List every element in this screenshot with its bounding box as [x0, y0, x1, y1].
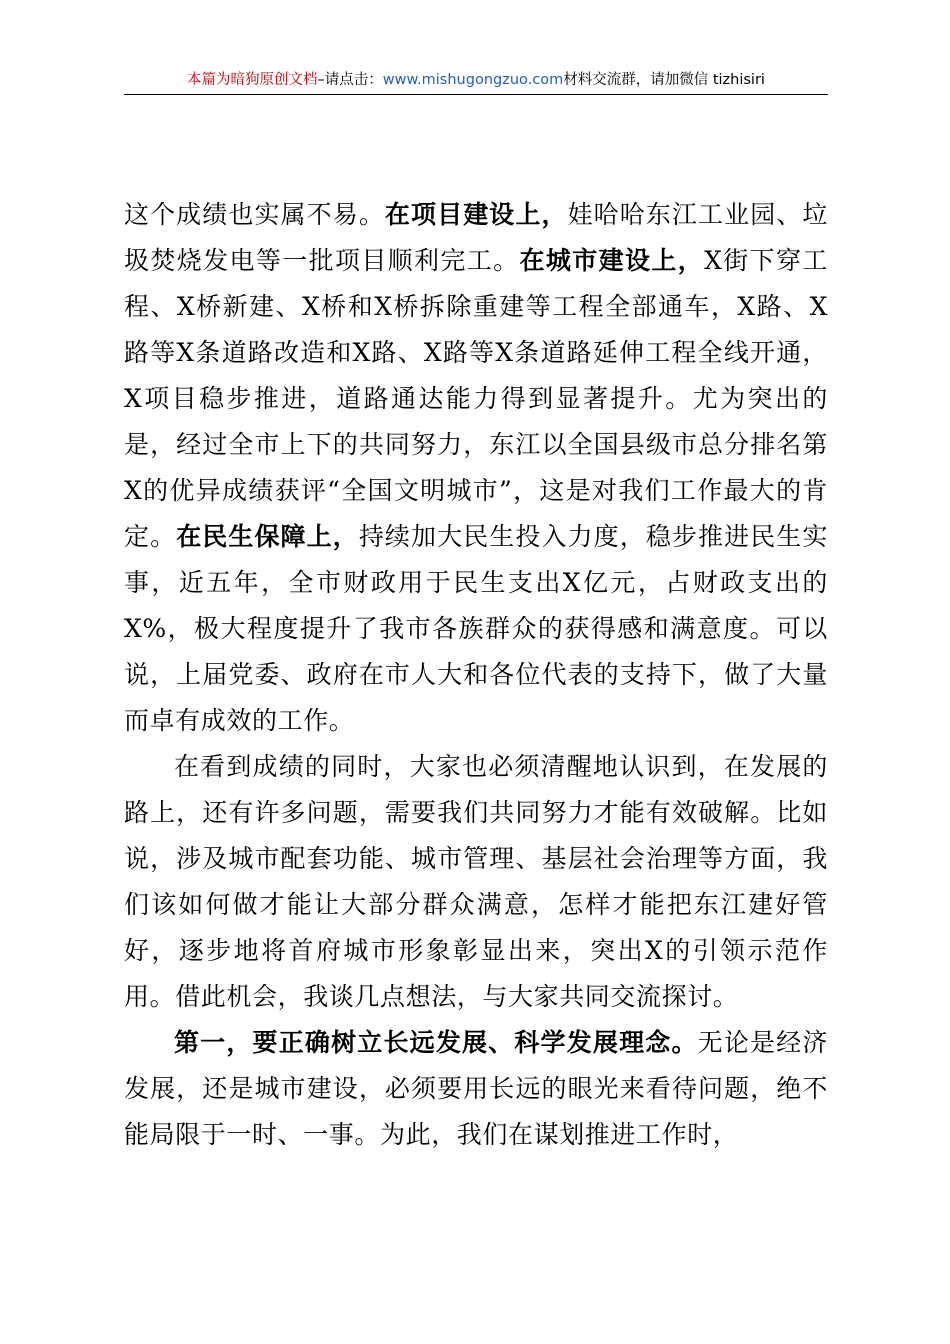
paragraph-1: [124, 192, 828, 744]
bold-heading: 第一，要正确树立长远发展、科学发展理念。: [174, 1028, 698, 1057]
bold-heading: 在城市建设上，: [519, 246, 705, 275]
document-body: [124, 192, 828, 1158]
header-brand: 本篇为暗狗原创文档: [187, 72, 318, 88]
header-contact: 材料交流群，请加微信 tizhisiri: [563, 72, 765, 88]
paragraph-2: [124, 744, 828, 1020]
bold-heading: 在项目建设上，: [384, 200, 568, 229]
text-run: 这个成绩也实属不易。: [124, 200, 385, 229]
page-header: [124, 66, 828, 95]
header-link[interactable]: www.mishugongzuo.com: [382, 72, 564, 88]
header-prompt: –请点击：: [317, 72, 383, 88]
text-run: 娃哈哈东江工业园、垃圾焚烧发电等一批项目顺利完工。: [124, 200, 828, 275]
bold-heading: 在民生保障上，: [176, 522, 359, 551]
paragraph-3: [124, 1020, 828, 1158]
text-run: X街下穿工程、X桥新建、X桥和X桥拆除重建等工程全部通车，X路、X路等X条道路改造和X路、X路等X条道路延伸工程全线开通，X项目稳步推进，道路通达能力得到显著提升。尤为突出的是，经过全市上下的共同努力，东江以全国县级市总分排名第X的优异成绩获评“全国文明城市”，这是对我们工作最大的肯定。: [124, 246, 828, 551]
text-run: 在看到成绩的同时，大家也必须清醒地认识到，在发展的路上，还有许多问题，需要我们共同努力才能有效破解。比如说，涉及城市配套功能、城市管理、基层社会治理等方面，我们该如何做才能让大部分群众满意，怎样才能把东江建好管好，逐步地将首府城市形象彰显出来，突出X的引领示范作用。借此机会，我谈几点想法，与大家共同交流探讨。: [124, 752, 828, 1011]
text-run: 持续加大民生投入力度，稳步推进民生实事，近五年，全市财政用于民生支出X亿元，占财政支出的X%，极大程度提升了我市各族群众的获得感和满意度。可以说，上届党委、政府在市人大和各位代表的支持下，做了大量而卓有成效的工作。: [124, 522, 829, 735]
text-run: 无论是经济发展，还是城市建设，必须要用长远的眼光来看待问题，绝不能局限于一时、一事。为此，我们在谋划推进工作时，: [124, 1028, 828, 1149]
